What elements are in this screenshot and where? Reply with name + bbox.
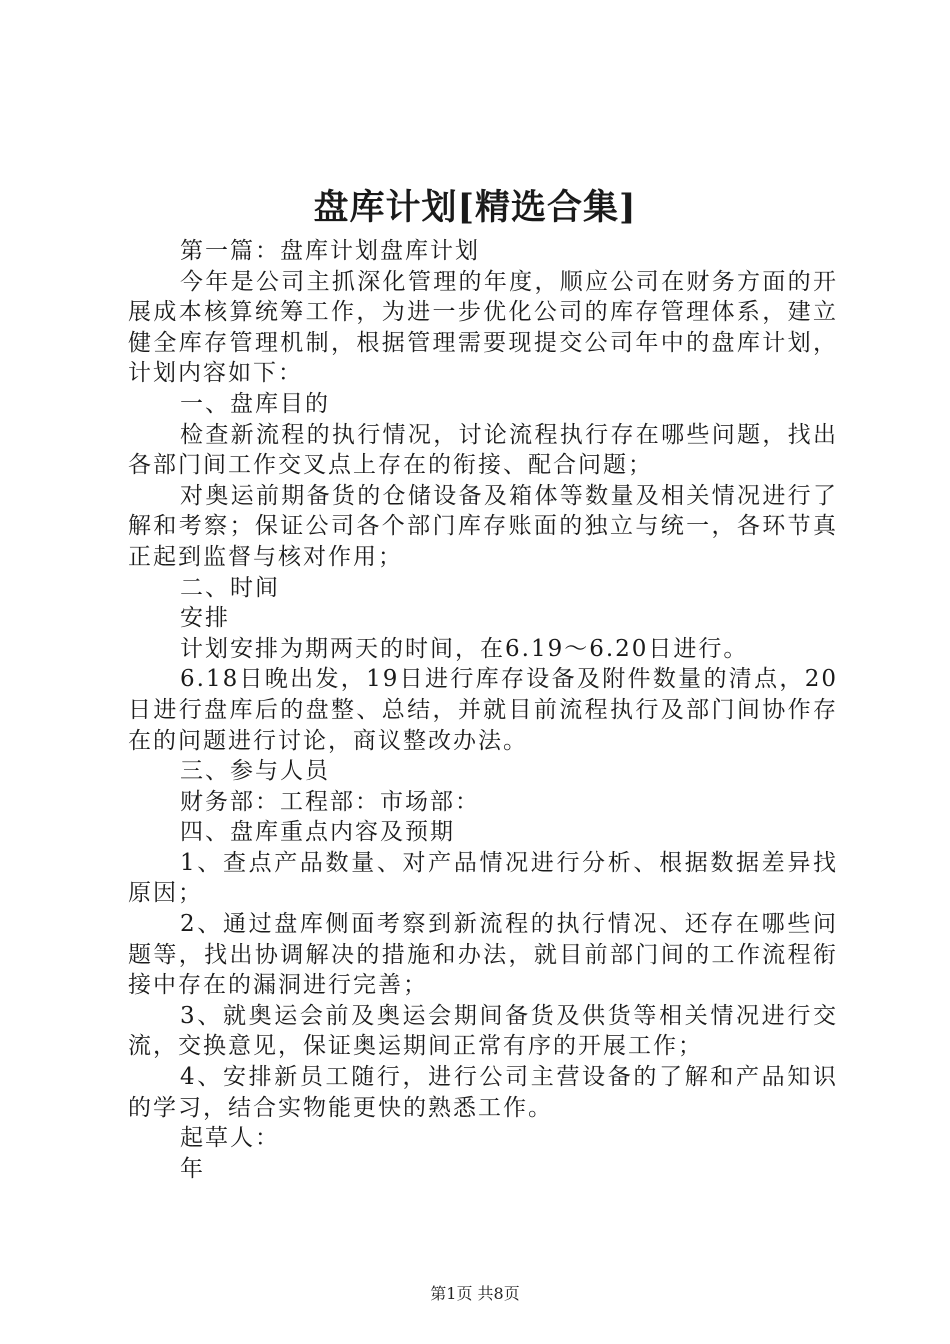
paragraph-year: 年: [180, 1155, 205, 1182]
heading-purpose: 一、盘库目的: [180, 390, 330, 417]
document-title: 盘库计划[精选合集]: [313, 187, 637, 228]
list-item-2: 2、通过盘库侧面考察到新流程的执行情况、还存在哪些问题等，找出协调解决的措施和办法，就目前部门间的工作流程衔接中存在的漏洞进行完善；: [128, 911, 838, 999]
paragraph-purpose-1: 检查新流程的执行情况，讨论流程执行存在哪些问题，找出各部门间工作交叉点上存在的衔接、配合问题；: [128, 421, 838, 479]
heading-key-content: 四、盘库重点内容及预期: [180, 819, 455, 846]
page-footer: 第1页 共8页: [430, 1284, 520, 1303]
heading-participants: 三、参与人员: [180, 758, 330, 785]
paragraph-intro: 今年是公司主抓深化管理的年度，顺应公司在财务方面的开展成本核算统筹工作，为进一步优化公司的库存管理体系，建立健全库存管理机制，根据管理需要现提交公司年中的盘库计划，计划内容如下：: [128, 268, 838, 387]
paragraph-departments: 财务部：工程部：市场部：: [180, 788, 480, 815]
paragraph-schedule: 6.18日晚出发，19日进行库存设备及附件数量的清点，20日进行盘库后的盘整、总结，并就目前流程执行及部门间协作存在的问题进行讨论，商议整改办法。: [128, 666, 838, 754]
list-item-1: 1、查点产品数量、对产品情况进行分析、根据数据差异找原因；: [128, 849, 838, 907]
paragraph-drafter: 起草人：: [180, 1125, 280, 1152]
heading-time: 二、时间: [180, 574, 280, 601]
paragraph-section-heading: 第一篇：盘库计划盘库计划: [180, 238, 480, 264]
document-body: [128, 236, 838, 1184]
paragraph-time-plan: 计划安排为期两天的时间，在6.19～6.20日进行。: [180, 635, 749, 662]
paragraph-arrangement: 安排: [180, 605, 230, 632]
paragraph-purpose-2: 对奥运前期备货的仓储设备及箱体等数量及相关情况进行了解和考察；保证公司各个部门库存账面的独立与统一，各环节真正起到监督与核对作用；: [128, 482, 838, 570]
list-item-3: 3、就奥运会前及奥运会期间备货及供货等相关情况进行交流，交换意见，保证奥运期间正常有序的开展工作；: [128, 1002, 838, 1060]
list-item-4: 4、安排新员工随行，进行公司主营设备的了解和产品知识的学习，结合实物能更快的熟悉工作。: [128, 1064, 838, 1121]
